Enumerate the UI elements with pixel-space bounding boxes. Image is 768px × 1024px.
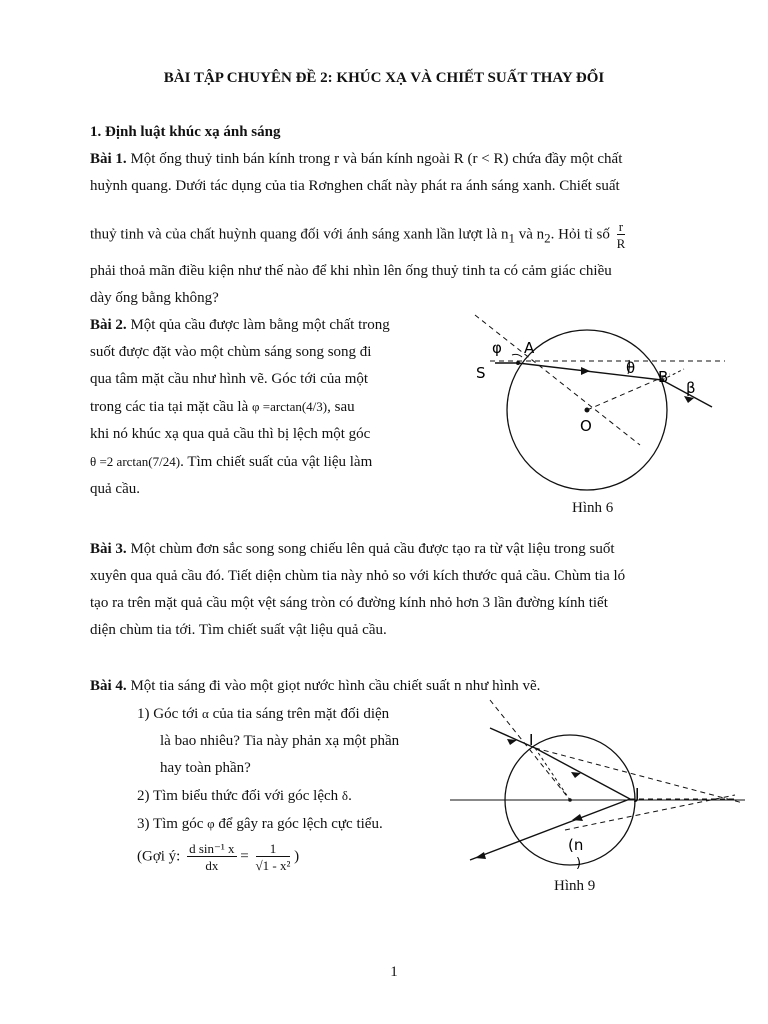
bai4-questions xyxy=(137,700,449,838)
bai3-line2: xuyên qua quả cầu đó. Tiết diện chùm tia này nhỏ so với kích thước quả cầu. Chùm tia ló xyxy=(90,568,626,584)
bai1-line4: phải thoả mãn điều kiện như thế nào để khi nhìn lên ống thuỷ tinh ta có cảm giác chiều xyxy=(90,263,612,279)
bai2-line4-end: , sau xyxy=(327,399,355,415)
bai1-label: Bài 1. xyxy=(90,151,127,167)
center-dot xyxy=(585,408,590,413)
bai1-line3-and: và n xyxy=(515,226,545,243)
bai1-block-2 xyxy=(90,258,696,312)
question-1-line2: là bao nhiêu? Tia này phản xạ một phần xyxy=(160,733,400,749)
fig9-i-label: I xyxy=(529,731,534,749)
bai2-line6: . Tìm chiết suất của vật liệu làm xyxy=(180,454,373,470)
bai2-line5: khi nó khúc xạ qua quả cầu thì bị lệch một góc xyxy=(90,426,371,442)
bai1-line2: huỳnh quang. Dưới tác dụng của tia Rơnghen chất này phát ra ánh sáng xanh. Chiết suất xyxy=(90,178,620,194)
bai3-line3: tạo ra trên mặt quả cầu một vệt sáng tròn có đường kính nhỏ hơn 3 lần đường kính tiết xyxy=(90,595,608,611)
figure-9 xyxy=(445,695,750,880)
phi-arc xyxy=(512,354,522,357)
reflected-ray xyxy=(470,799,630,860)
bai1-line5: dày ống bằng không? xyxy=(90,290,219,306)
incident-arrow xyxy=(507,739,517,745)
page-title: BÀI TẬP CHUYÊN ĐỀ 2: KHÚC XẠ VÀ CHIẾT SUẤT THAY ĐỔI xyxy=(163,70,605,86)
fig6-b-label: B xyxy=(658,368,669,386)
fig6-theta-label: θ xyxy=(626,359,636,377)
bai1-line3-end: . Hỏi tỉ số xyxy=(550,226,610,243)
ratio-denominator: R xyxy=(616,236,626,251)
fig6-a-label: A xyxy=(524,339,535,357)
bai3-label: Bài 3. xyxy=(90,541,127,557)
bai3-block xyxy=(90,536,696,644)
theta-formula: θ =2 arctan(7/24) xyxy=(90,454,181,469)
center-dot-9 xyxy=(568,798,572,802)
bai1-sub2: 2 xyxy=(544,230,551,246)
bai1-line1: Một ống thuỷ tinh bán kính trong r và bán kính ngoài R (r < R) chứa đầy một chất xyxy=(126,151,623,167)
section-heading: 1. Định luật khúc xạ ánh sáng xyxy=(90,124,281,140)
fig9-paren-label: ) xyxy=(576,856,582,871)
bai1-sub1: 1 xyxy=(508,230,515,246)
reflected-arrow-1 xyxy=(572,814,583,821)
bai1-line3 xyxy=(90,220,700,251)
bai2-block xyxy=(90,312,402,503)
page-number: 1 xyxy=(390,964,398,980)
bai2-label: Bài 2. xyxy=(90,317,127,333)
bai2-line1: Một qủa cầu được làm bằng một chất trong xyxy=(126,317,390,333)
bai4-label: Bài 4. xyxy=(90,678,127,694)
alpha-symbol: α xyxy=(202,706,209,721)
fig6-o-label: O xyxy=(580,417,592,435)
hint-fraction-right: $\frac{1}{\text{√1 - x²}}$ xyxy=(255,841,291,873)
bai2-line3: qua tâm mặt cầu như hình vẽ. Góc tới của một xyxy=(90,371,369,387)
fig9-j-label: J xyxy=(635,785,640,803)
question-1: 1) Góc tới α của tia sáng trên mặt đối diện xyxy=(137,706,390,722)
hint-open: (Gợi ý: xyxy=(137,848,185,865)
hint-fraction-left: $\frac{\text{d sin⁻¹ x}}{dx}$ xyxy=(189,841,235,873)
ratio-numerator: r xyxy=(617,220,626,235)
bai4-intro-text: Một tia sáng đi vào một giọt nước hình cầu chiết suất n như hình vẽ. xyxy=(126,678,541,694)
hint-close: ) xyxy=(294,848,300,865)
bai1-line3-text: thuỷ tinh và của chất huỳnh quang đối với ánh sáng xanh lần lượt là n xyxy=(90,226,509,243)
bai2-line4: trong các tia tại mặt cầu là xyxy=(90,399,253,415)
fig6-s-label: S xyxy=(476,364,486,382)
normal-at-i xyxy=(490,700,570,800)
phi-symbol: φ xyxy=(207,816,215,831)
refracted-ray-ab xyxy=(518,363,662,380)
figure-9-caption: Hình 9 xyxy=(554,878,596,894)
refracted-arrow xyxy=(571,772,581,778)
bai2-line2: suốt được đặt vào một chùm sáng song song đi xyxy=(90,344,372,360)
ratio-fraction xyxy=(617,220,626,250)
figure-6-caption: Hình 6 xyxy=(572,500,614,516)
ray-arrow-1 xyxy=(581,367,590,375)
hint-equals: = xyxy=(240,848,249,865)
point-a-dot xyxy=(516,361,520,365)
question-1-line3: hay toàn phần? xyxy=(160,760,251,776)
bai3-line4: diện chùm tia tới. Tìm chiết suất vật liệu quả cầu. xyxy=(90,622,387,638)
question-2: 2) Tìm biểu thức đối với góc lệch δ. xyxy=(137,788,352,804)
bai3-line1: Một chùm đơn sắc song song chiếu lên quả cầu được tạo ra từ vật liệu trong suốt xyxy=(126,541,615,557)
bai2-line7: quả cầu. xyxy=(90,481,140,497)
fig6-beta-label: β xyxy=(686,379,696,397)
phi-formula: φ =arctan(4/3) xyxy=(252,399,328,414)
figure-6 xyxy=(440,305,730,505)
bai1-block xyxy=(90,146,696,200)
fig6-phi-label: φ xyxy=(492,339,502,357)
hint xyxy=(137,842,299,872)
reflected-arrow-2 xyxy=(475,852,486,859)
delta-symbol: δ xyxy=(341,788,349,803)
fig9-n-label: (n xyxy=(568,836,584,854)
question-3: 3) Tìm góc φ để gây ra góc lệch cực tiểu. xyxy=(137,816,383,832)
